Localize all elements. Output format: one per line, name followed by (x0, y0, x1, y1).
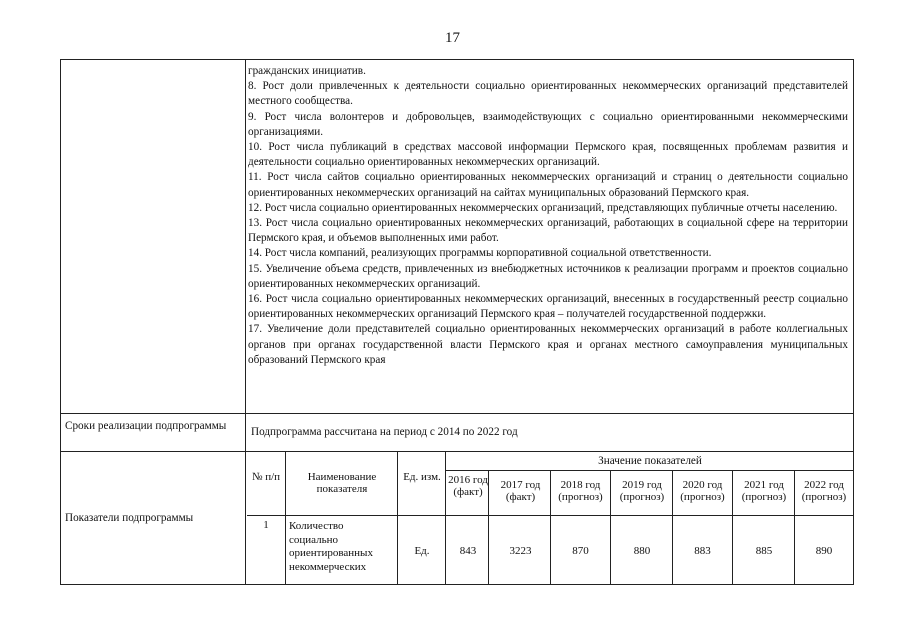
row-1-value-2021: 885 (755, 545, 773, 557)
period-text: Подпрограмма рассчитана на период с 2014 по 2022 год (251, 426, 518, 438)
goal-item: 13. Рост числа социально ориентированных некоммерческих организаций, работающих в социальной сфере на территории Пермского края, и объемов выполненных ими работ. (248, 217, 848, 245)
goal-item: 9. Рост числа волонтеров и добровольцев, взаимодействующих с социально ориентированными некоммерческими организациями. (248, 110, 848, 138)
goal-item: 15. Увеличение объема средств, привлеченных из внебюджетных источников к реализации программ и проектов социально ориентированных некоммерческих организаций. (248, 262, 848, 290)
row-divider-period (61, 451, 853, 452)
goal-item: 16. Рост числа социально ориентированных некоммерческих организаций, внесенных в государственный реестр социально ориентированных некоммерческих организаций Пермского края – получателей государственной поддержки. (248, 293, 848, 321)
header-year-2016: 2016 год (факт) (448, 474, 488, 498)
header-year-2022: 2022 год (прогноз) (801, 479, 847, 503)
indicators-label: Показатели подпрограммы (65, 512, 194, 524)
row-1-value-2022: 890 (815, 545, 833, 557)
goal-item: 8. Рост доли привлеченных к деятельности социально ориентированных некоммерческих организаций представителей местного сообщества. (248, 80, 848, 108)
expected-results-list (248, 64, 848, 368)
goal-item: гражданских инициатив. (248, 65, 366, 77)
page-number: 17 (445, 30, 460, 46)
period-label: Сроки реализации подпрограммы (65, 420, 227, 432)
header-unit: Ед. изм. (403, 471, 441, 483)
col-divider-2020-2021 (732, 470, 733, 584)
col-divider-name-unit (397, 451, 398, 584)
col-divider-num-name (285, 451, 286, 584)
goal-item: 17. Увеличение доли представителей социально ориентированных некоммерческих организаций в работе коллегиальных органов при органах государственной власти Пермского края и органах местного самоуправления муниципальных образований Пермского края (248, 323, 848, 366)
passport-table (60, 59, 854, 585)
col-divider-unit-values (445, 451, 446, 584)
goal-item: 14. Рост числа компаний, реализующих программы корпоративной социальной ответственности. (248, 247, 712, 260)
goal-item: 10. Рост числа публикаций в средствах массовой информации Пермского края, посвященных проблемам развития и деятельности социально ориентированных некоммерческих организаций. (248, 141, 848, 169)
column-divider-main (245, 60, 246, 584)
col-divider-2018-2019 (610, 470, 611, 584)
header-year-2020: 2020 год (прогноз) (680, 479, 725, 503)
row-1-value-2018: 870 (572, 545, 589, 557)
row-1-value-2019: 880 (633, 545, 651, 557)
header-num: № п/п (251, 471, 281, 483)
header-year-2021: 2021 год (прогноз) (741, 479, 787, 503)
header-year-2019: 2019 год (прогноз) (619, 479, 665, 503)
values-title-divider (445, 470, 853, 471)
row-divider-goals (61, 413, 853, 414)
header-year-2017: 2017 год (факт) (500, 479, 541, 503)
header-values-title: Значение показателей (598, 455, 702, 467)
row-1-value-2020: 883 (694, 545, 711, 557)
col-divider-2016-2017 (488, 470, 489, 584)
row-1-unit: Ед. (414, 545, 430, 557)
header-name: Наименование показателя (307, 471, 377, 495)
row-1-value-2016: 843 (459, 545, 477, 557)
row-1-name: Количество социально ориентированных некоммерческих (289, 520, 373, 573)
goal-item: 11. Рост числа сайтов социально ориентированных некоммерческих организаций и страниц о деятельности социально ориентированных некоммерческих организаций на сайтах муниципальных образований Пермского края. (248, 171, 848, 199)
header-year-2018: 2018 год (прогноз) (558, 479, 603, 503)
row-1-num: 1 (263, 519, 269, 531)
row-1-value-2017: 3223 (509, 545, 532, 557)
goal-item: 12. Рост числа социально ориентированных некоммерческих организаций, представляющих публичные отчеты населению. (248, 201, 838, 214)
